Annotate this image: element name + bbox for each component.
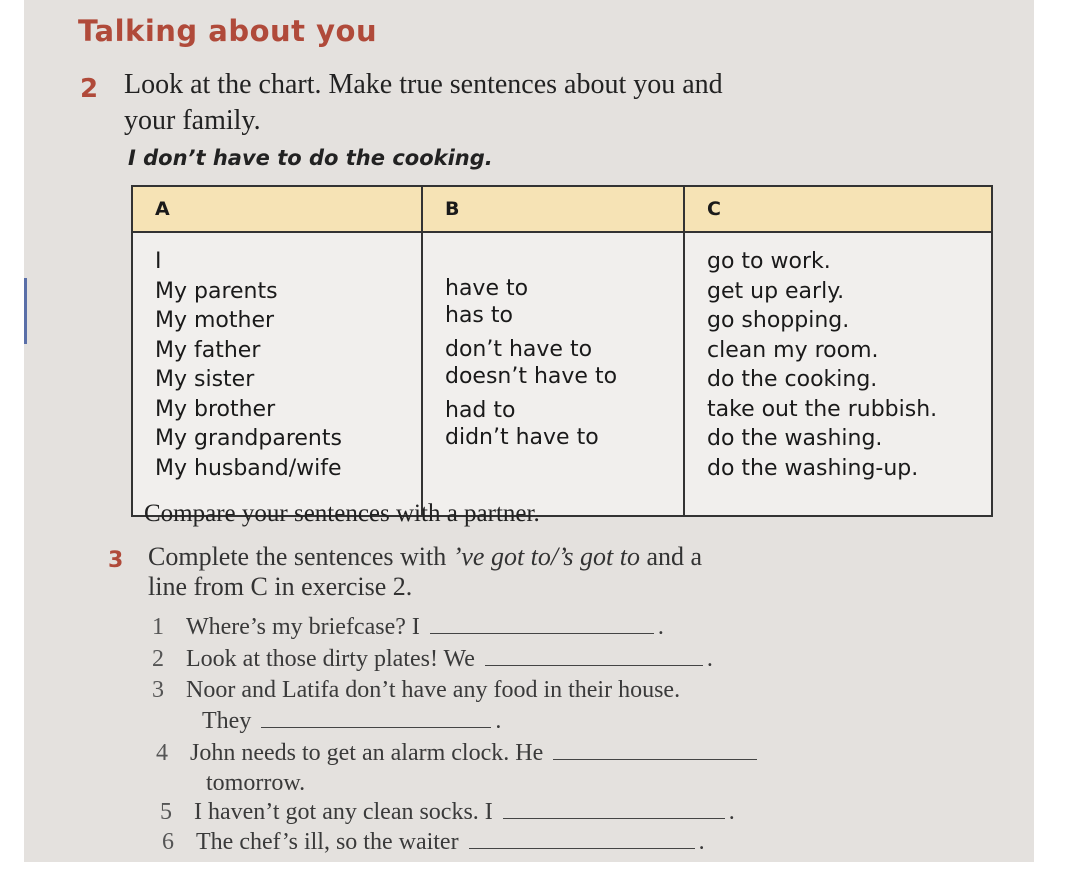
item-end: . <box>728 799 735 825</box>
item-text: John needs to get an alarm clock. He <box>190 740 544 766</box>
activity-item: clean my room. <box>707 337 879 363</box>
activity-item: go shopping. <box>707 308 850 333</box>
answer-blank[interactable] <box>469 847 695 849</box>
activity-item: do the washing-up. <box>707 455 919 481</box>
instruction-text: line from C in exercise 2. <box>148 572 413 601</box>
item-text: I haven’t got any clean socks. I <box>194 799 493 825</box>
compare-instruction: Compare your sentences with a partner. <box>144 500 540 527</box>
section-title: Talking about you <box>78 14 378 48</box>
exercise-2-instruction-line2: your family. <box>124 105 261 136</box>
instruction-text: Complete the sentences with <box>148 542 453 571</box>
subject-item: My husband/wife <box>155 455 342 481</box>
activity-item: get up early. <box>707 278 845 304</box>
answer-blank[interactable] <box>261 726 491 728</box>
exercise-item-1 <box>152 614 664 641</box>
subject-item: My mother <box>155 308 275 333</box>
subject-item: My parents <box>155 278 278 304</box>
item-text: Look at those dirty plates! We <box>186 646 475 672</box>
verb-item: didn’t have to <box>445 425 599 450</box>
subject-item: My grandparents <box>155 426 342 451</box>
exercise-item-6 <box>162 829 705 856</box>
verb-item: doesn’t have to <box>445 364 618 389</box>
verb-item: have to <box>445 276 529 301</box>
verb-item: don’t have to <box>445 337 593 362</box>
item-text: Where’s my briefcase? I <box>186 614 420 640</box>
instruction-target-phrase: ’ve got to/’s got to <box>452 542 640 571</box>
item-text: tomorrow. <box>206 770 306 796</box>
textbook-page <box>24 0 1034 862</box>
activity-item: do the washing. <box>707 426 883 451</box>
item-text: They <box>202 708 252 734</box>
exercise-item-4-continuation <box>206 770 305 797</box>
exercise-item-3-continuation <box>202 708 501 735</box>
item-end: . <box>706 646 713 672</box>
verb-item: had to <box>445 398 516 423</box>
activity-item: do the cooking. <box>707 367 878 392</box>
activity-item: go to work. <box>707 249 831 274</box>
exercise-3-number: 3 <box>108 548 124 573</box>
answer-blank[interactable] <box>503 817 725 819</box>
item-end: . <box>698 829 705 855</box>
answer-blank[interactable] <box>485 664 703 666</box>
exercise-2-instruction-line1: Look at the chart. Make true sentences about you and <box>124 69 723 100</box>
item-end: . <box>657 614 664 640</box>
exercise-2-number: 2 <box>80 74 99 104</box>
subject-item: My father <box>155 337 261 363</box>
item-text: The chef’s ill, so the waiter <box>196 829 459 855</box>
exercise-item-3 <box>152 677 680 704</box>
item-number: 2 <box>152 646 164 672</box>
header-a: A <box>132 186 422 232</box>
instruction-text: and a <box>639 542 703 571</box>
header-b: B <box>422 186 684 232</box>
item-text: Noor and Latifa don’t have any food in their house. <box>186 677 681 703</box>
item-number: 4 <box>156 740 168 766</box>
header-c: C <box>684 186 992 232</box>
item-number: 5 <box>160 799 172 825</box>
subject-item: I <box>155 249 162 274</box>
item-number: 3 <box>152 677 164 703</box>
exercise-item-5 <box>160 799 735 826</box>
subject-item: My sister <box>155 367 255 392</box>
example-sentence: I don’t have to do the cooking. <box>128 146 493 170</box>
answer-blank[interactable] <box>553 758 757 760</box>
item-number: 6 <box>162 829 174 855</box>
verb-item: has to <box>445 303 513 328</box>
subject-item: My brother <box>155 396 276 422</box>
activity-item: take out the rubbish. <box>707 396 938 422</box>
item-end: . <box>495 708 502 734</box>
exercise-3-items <box>24 0 1034 862</box>
answer-blank[interactable] <box>430 632 654 634</box>
exercise-item-2 <box>152 646 713 673</box>
item-number: 1 <box>152 614 164 640</box>
exercise-item-4 <box>156 740 761 767</box>
